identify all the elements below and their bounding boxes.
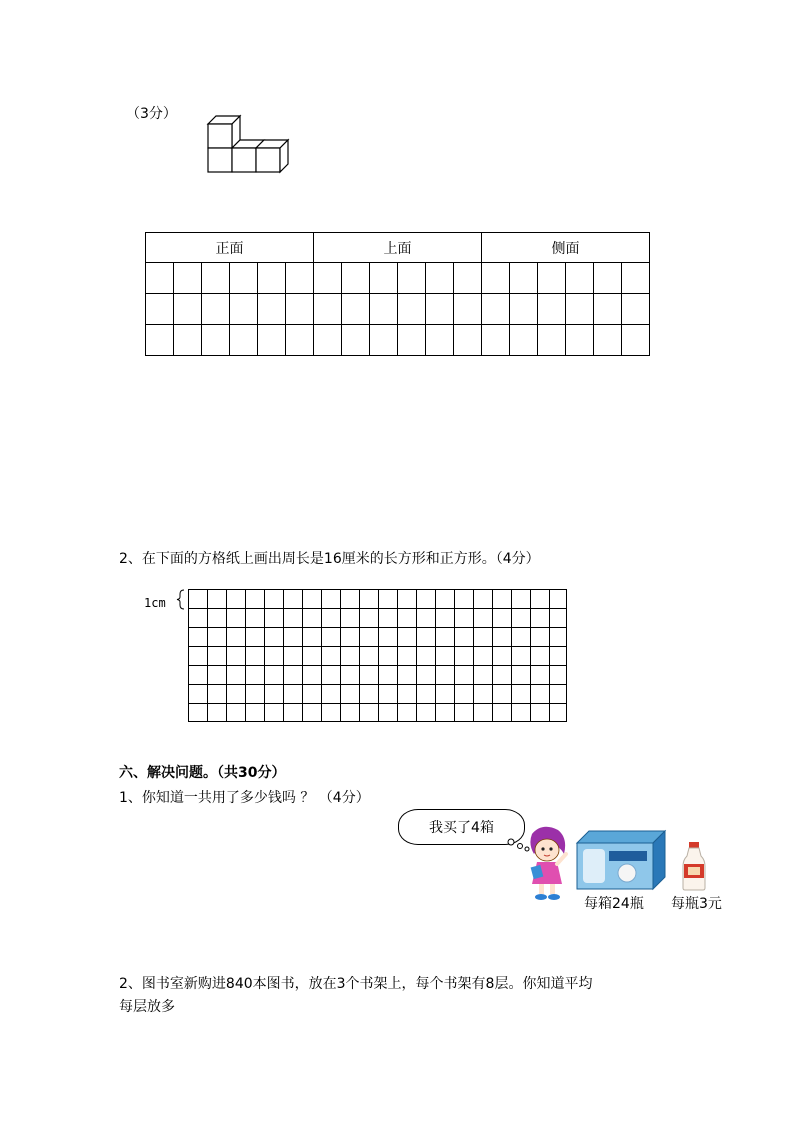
section-6-question-2-line-2: 每层放多 — [119, 999, 175, 1015]
scale-brace-icon — [176, 589, 186, 610]
section-6-question-2-line-1: 2、图书室新购进840本图书，放在3个书架上，每个书架有8层。你知道平均 — [119, 976, 593, 992]
bottle-caption: 每瓶3元 — [671, 896, 722, 912]
question-points: （3分） — [126, 106, 177, 122]
box-caption: 每箱24瓶 — [584, 896, 644, 912]
views-table — [145, 232, 650, 356]
question-2-text: 2、在下面的方格纸上画出周长是16厘米的长方形和正方形。（4分） — [119, 551, 540, 567]
section-6-question-1: 1、你知道一共用了多少钱吗 ？ （4分） — [119, 790, 370, 806]
cube-front-face — [232, 148, 256, 172]
milk-bottle-icon — [681, 840, 707, 892]
scale-label: 1cm — [144, 596, 166, 610]
cube-front-face — [208, 148, 232, 172]
cube-front-face — [256, 148, 280, 172]
speech-text: 我买了4箱 — [429, 820, 494, 836]
girl-illustration-icon — [520, 824, 578, 902]
cube-figure — [200, 106, 295, 178]
drawing-row — [146, 294, 650, 325]
view-header-top: 上面 — [314, 233, 482, 263]
drawing-row — [146, 263, 650, 294]
view-header-front: 正面 — [146, 233, 314, 263]
milk-box-icon — [575, 829, 667, 891]
view-header-side: 侧面 — [482, 233, 650, 263]
cube-front-face — [208, 124, 232, 148]
grid-paper[interactable] — [188, 589, 567, 722]
section-6-title: 六、解决问题。（共30分） — [119, 765, 286, 781]
drawing-row — [146, 325, 650, 356]
